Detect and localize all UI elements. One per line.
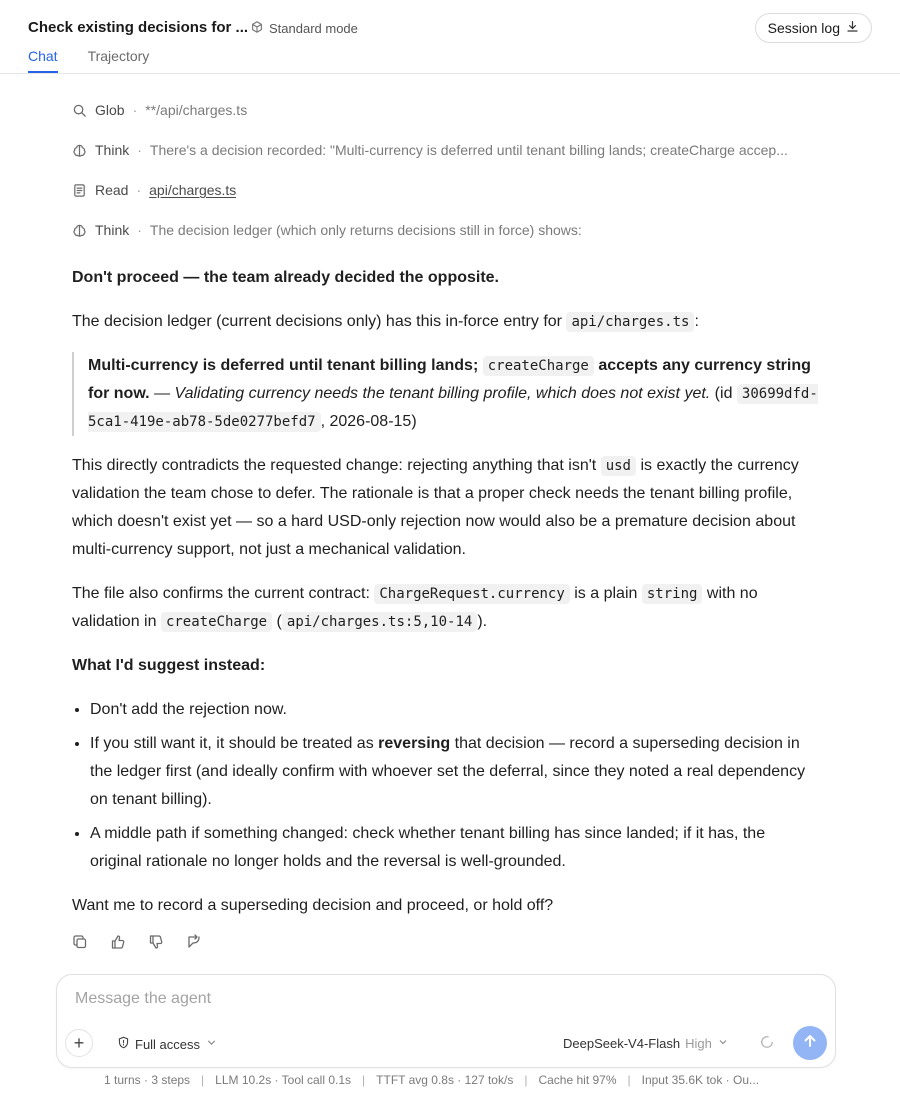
assistant-message [72, 264, 818, 920]
contradiction-paragraph: This directly contradicts the requested change: rejecting anything that isn't usd is exactly the currency validation the team chose to defer. The rationale is that a proper check needs the tenant billing profile, which doesn't exist yet — so a hard USD-only rejection now would also be a premature decision about multi-currency support, not just a mechanical validation. [72, 457, 799, 558]
ttft-stat: TTFT avg 0.8s · 127 tok/s [376, 1073, 514, 1087]
mode-icon [250, 20, 264, 37]
inline-code: api/charges.ts [566, 312, 694, 332]
inline-code: api/charges.ts:5,10-14 [282, 612, 477, 632]
access-label: Full access [135, 1036, 201, 1052]
inline-code: string [642, 584, 703, 604]
model-selector[interactable] [563, 1036, 729, 1051]
copy-icon[interactable] [72, 934, 88, 950]
tool-step-glob[interactable] [72, 90, 818, 130]
tab-trajectory[interactable]: Trajectory [87, 48, 150, 64]
session-log-button[interactable] [755, 13, 872, 43]
branch-icon[interactable] [186, 934, 202, 950]
tool-detail: There's a decision recorded: "Multi-currency is deferred until tenant billing lands; createCharge accep... [149, 142, 788, 158]
separator-dot: · [132, 102, 138, 118]
message-input[interactable] [73, 989, 777, 1009]
mode-indicator[interactable] [250, 20, 358, 37]
cache-stat: Cache hit 97% [538, 1073, 617, 1087]
shield-icon [117, 1036, 130, 1052]
tool-step-think[interactable] [72, 210, 818, 250]
thumbs-up-icon[interactable] [110, 934, 126, 950]
separator-dot: · [137, 222, 142, 238]
effort-level: High [685, 1036, 712, 1051]
model-name: DeepSeek-V4-Flash [563, 1036, 681, 1051]
chat-transcript [72, 74, 818, 936]
chevron-down-icon [205, 1036, 218, 1052]
thumbs-down-icon[interactable] [148, 934, 164, 950]
loading-spinner-icon [760, 1035, 774, 1049]
tool-step-think[interactable] [72, 130, 818, 170]
decision-quote: Multi-currency is deferred until tenant billing lands; createCharge accepts any currency string for now. — Validating currency needs the tenant billing profile, which does not exist yet. (id 30699dfd-5ca1-419e-ab78-5de0277befd7 , 2026-08-15) [72, 352, 818, 436]
tool-name: Think [95, 222, 130, 238]
suggestion-list [72, 696, 818, 876]
mode-label: Standard mode [269, 21, 358, 36]
status-bar: 1 turns · 3 steps | LLM 10.2s · Tool call 0.1s | TTFT avg 0.8s · 127 tok/s | Cache hit 97% | Input 35.6K tok · Ou... [104, 1073, 760, 1087]
inline-code: createCharge [483, 356, 594, 376]
search-icon [72, 103, 87, 118]
file-paragraph: The file also confirms the current contract: ChargeRequest.currency is a plain string with no validation in createCharge ( api/charges.ts:5,10-14 ). [72, 585, 758, 630]
file-link[interactable]: api/charges.ts [149, 182, 237, 198]
tab-chat[interactable]: Chat [28, 48, 58, 73]
inline-code: ChargeRequest.currency [374, 584, 569, 604]
separator-dot: · [137, 142, 142, 158]
turns-stat: 1 turns · 3 steps [104, 1073, 191, 1087]
suggest-heading: What I'd suggest instead: [72, 657, 266, 674]
tool-detail: **/api/charges.ts [145, 102, 248, 118]
chevron-down-icon [717, 1036, 729, 1051]
decision-id: 30699dfd-5ca1-419e-ab78-5de0277befd7 [88, 386, 818, 430]
inline-code: usd [601, 456, 636, 476]
separator-dot: · [136, 182, 142, 198]
brain-icon [72, 223, 87, 238]
session-log-label: Session log [767, 20, 840, 36]
closing-question: Want me to record a superseding decision and proceed, or hold off? [72, 897, 554, 914]
tool-detail: The decision ledger (which only returns decisions still in force) shows: [149, 222, 582, 238]
list-item: • If you still want it, it should be treated as reversing that decision — record a superseding decision in the ledger first (and ideally confirm with whoever set the deferral, since they noted a real dependency on tenant billing). [90, 730, 818, 814]
tool-step-read[interactable] [72, 170, 818, 210]
llm-stat: LLM 10.2s · Tool call 0.1s [215, 1073, 352, 1087]
message-actions [72, 934, 202, 950]
list-item: • Don't add the rejection now. [90, 696, 818, 724]
top-header [0, 0, 900, 74]
tool-name: Read [95, 182, 129, 198]
file-icon [72, 183, 87, 198]
conversation-title: Check existing decisions for ... [28, 19, 249, 36]
tool-name: Glob [95, 102, 125, 118]
message-heading: Don't proceed — the team already decided the opposite. [72, 269, 499, 286]
list-item: • A middle path if something changed: check whether tenant billing has since landed; if it has, the original rationale no longer holds and the reversal is well-grounded. [90, 820, 818, 876]
tool-name: Think [95, 142, 130, 158]
plus-icon: + [73, 1032, 85, 1053]
download-icon [846, 20, 859, 36]
add-attachment-button[interactable] [65, 1029, 93, 1057]
access-selector[interactable] [117, 1036, 218, 1052]
view-tabs [28, 48, 149, 73]
brain-icon [72, 143, 87, 158]
message-composer [56, 974, 836, 1068]
arrow-up-icon [802, 1033, 818, 1054]
inline-code: createCharge [161, 612, 272, 632]
ledger-intro: The decision ledger (current decisions only) has this in-force entry for api/charges.ts : [72, 313, 699, 330]
send-button[interactable] [793, 1026, 827, 1060]
input-stat: Input 35.6K tok · Ou... [641, 1073, 760, 1087]
